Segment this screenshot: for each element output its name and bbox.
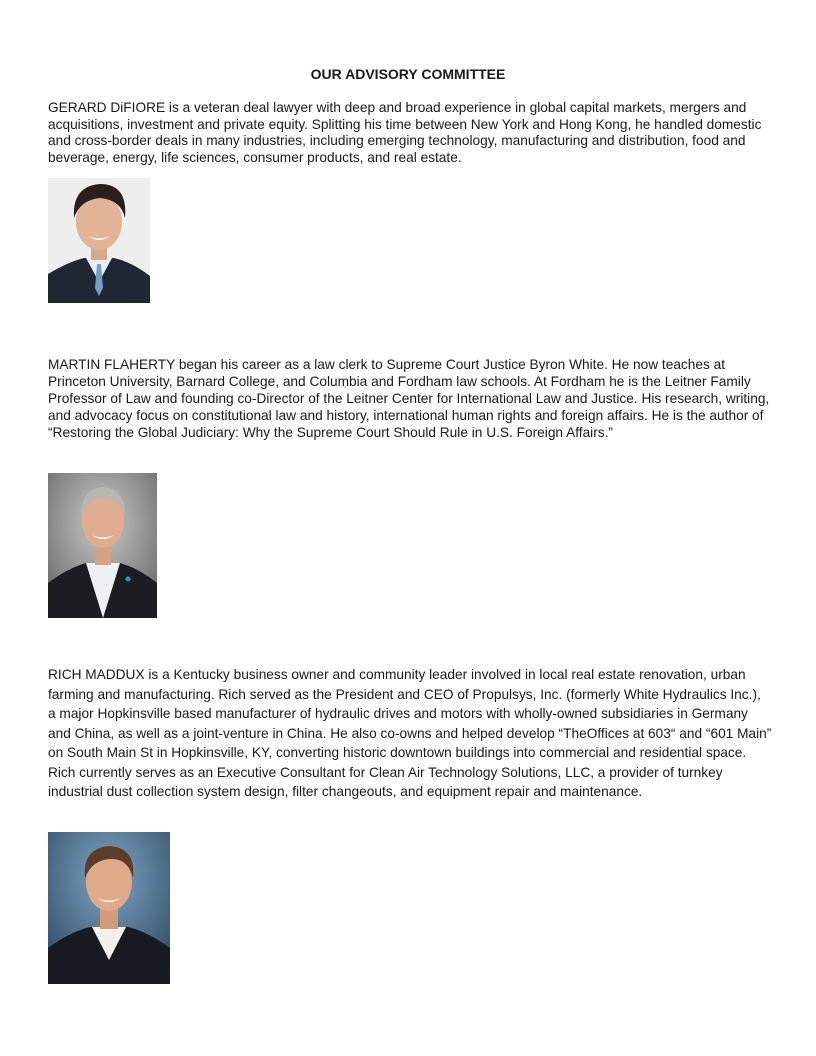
member-photo-maddux [48,832,170,984]
member-bio-maddux: RICH MADDUX is a Kentucky business owner and community leader involved in local real estate renovation, urban farming and manufacturing. Rich served as the President and CEO of Propulsys, Inc. (formerly White Hydraulics Inc.), a major Hopkinsville based manufacturer of hydraulic drives and motors with wholly-owned subsidiaries in Germany and China, as well as a joint-venture in China. He also co-owns and helped develop “TheOffices at 603“ and “601 Main” on South Main St in Hopkinsville, KY, converting historic downtown buildings into commercial and residential space. Rich currently serves as an Executive Consultant for Clean Air Technology Solutions, LLC, a provider of turnkey industrial dust collection system design, filter changeouts, and equipment repair and maintenance. [48,667,772,799]
member-photo-flaherty [48,473,157,618]
portrait-difiore [48,178,150,303]
member-bio-flaherty: MARTIN FLAHERTY began his career as a law clerk to Supreme Court Justice Byron White. He now teaches at Princeton University, Barnard College, and Columbia and Fordham law schools. At Fordham he is the Leitner Family Professor of Law and founding co-Director of the Leitner Center for International Law and Justice. His research, writing, and advocacy focus on constitutional law and history, international human rights and foreign affairs. He is the author of “Restoring the Global Judiciary: Why the Supreme Court Should Rule in U.S. Foreign Affairs.” [48,357,770,440]
portrait-maddux [48,832,170,984]
member-photo-difiore [48,178,150,303]
portrait-flaherty [48,473,157,618]
page-title: OUR ADVISORY COMMITTEE [310,66,506,82]
member-bio-difiore: GERARD DiFIORE is a veteran deal lawyer with deep and broad experience in global capital markets, mergers and acquisitions, investment and private equity. Splitting his time between New York and Hong Kong, he handled domestic and cross-border deals in many industries, including emerging technology, manufacturing and distribution, food and beverage, energy, life sciences, consumer products, and real estate. [48,100,762,165]
